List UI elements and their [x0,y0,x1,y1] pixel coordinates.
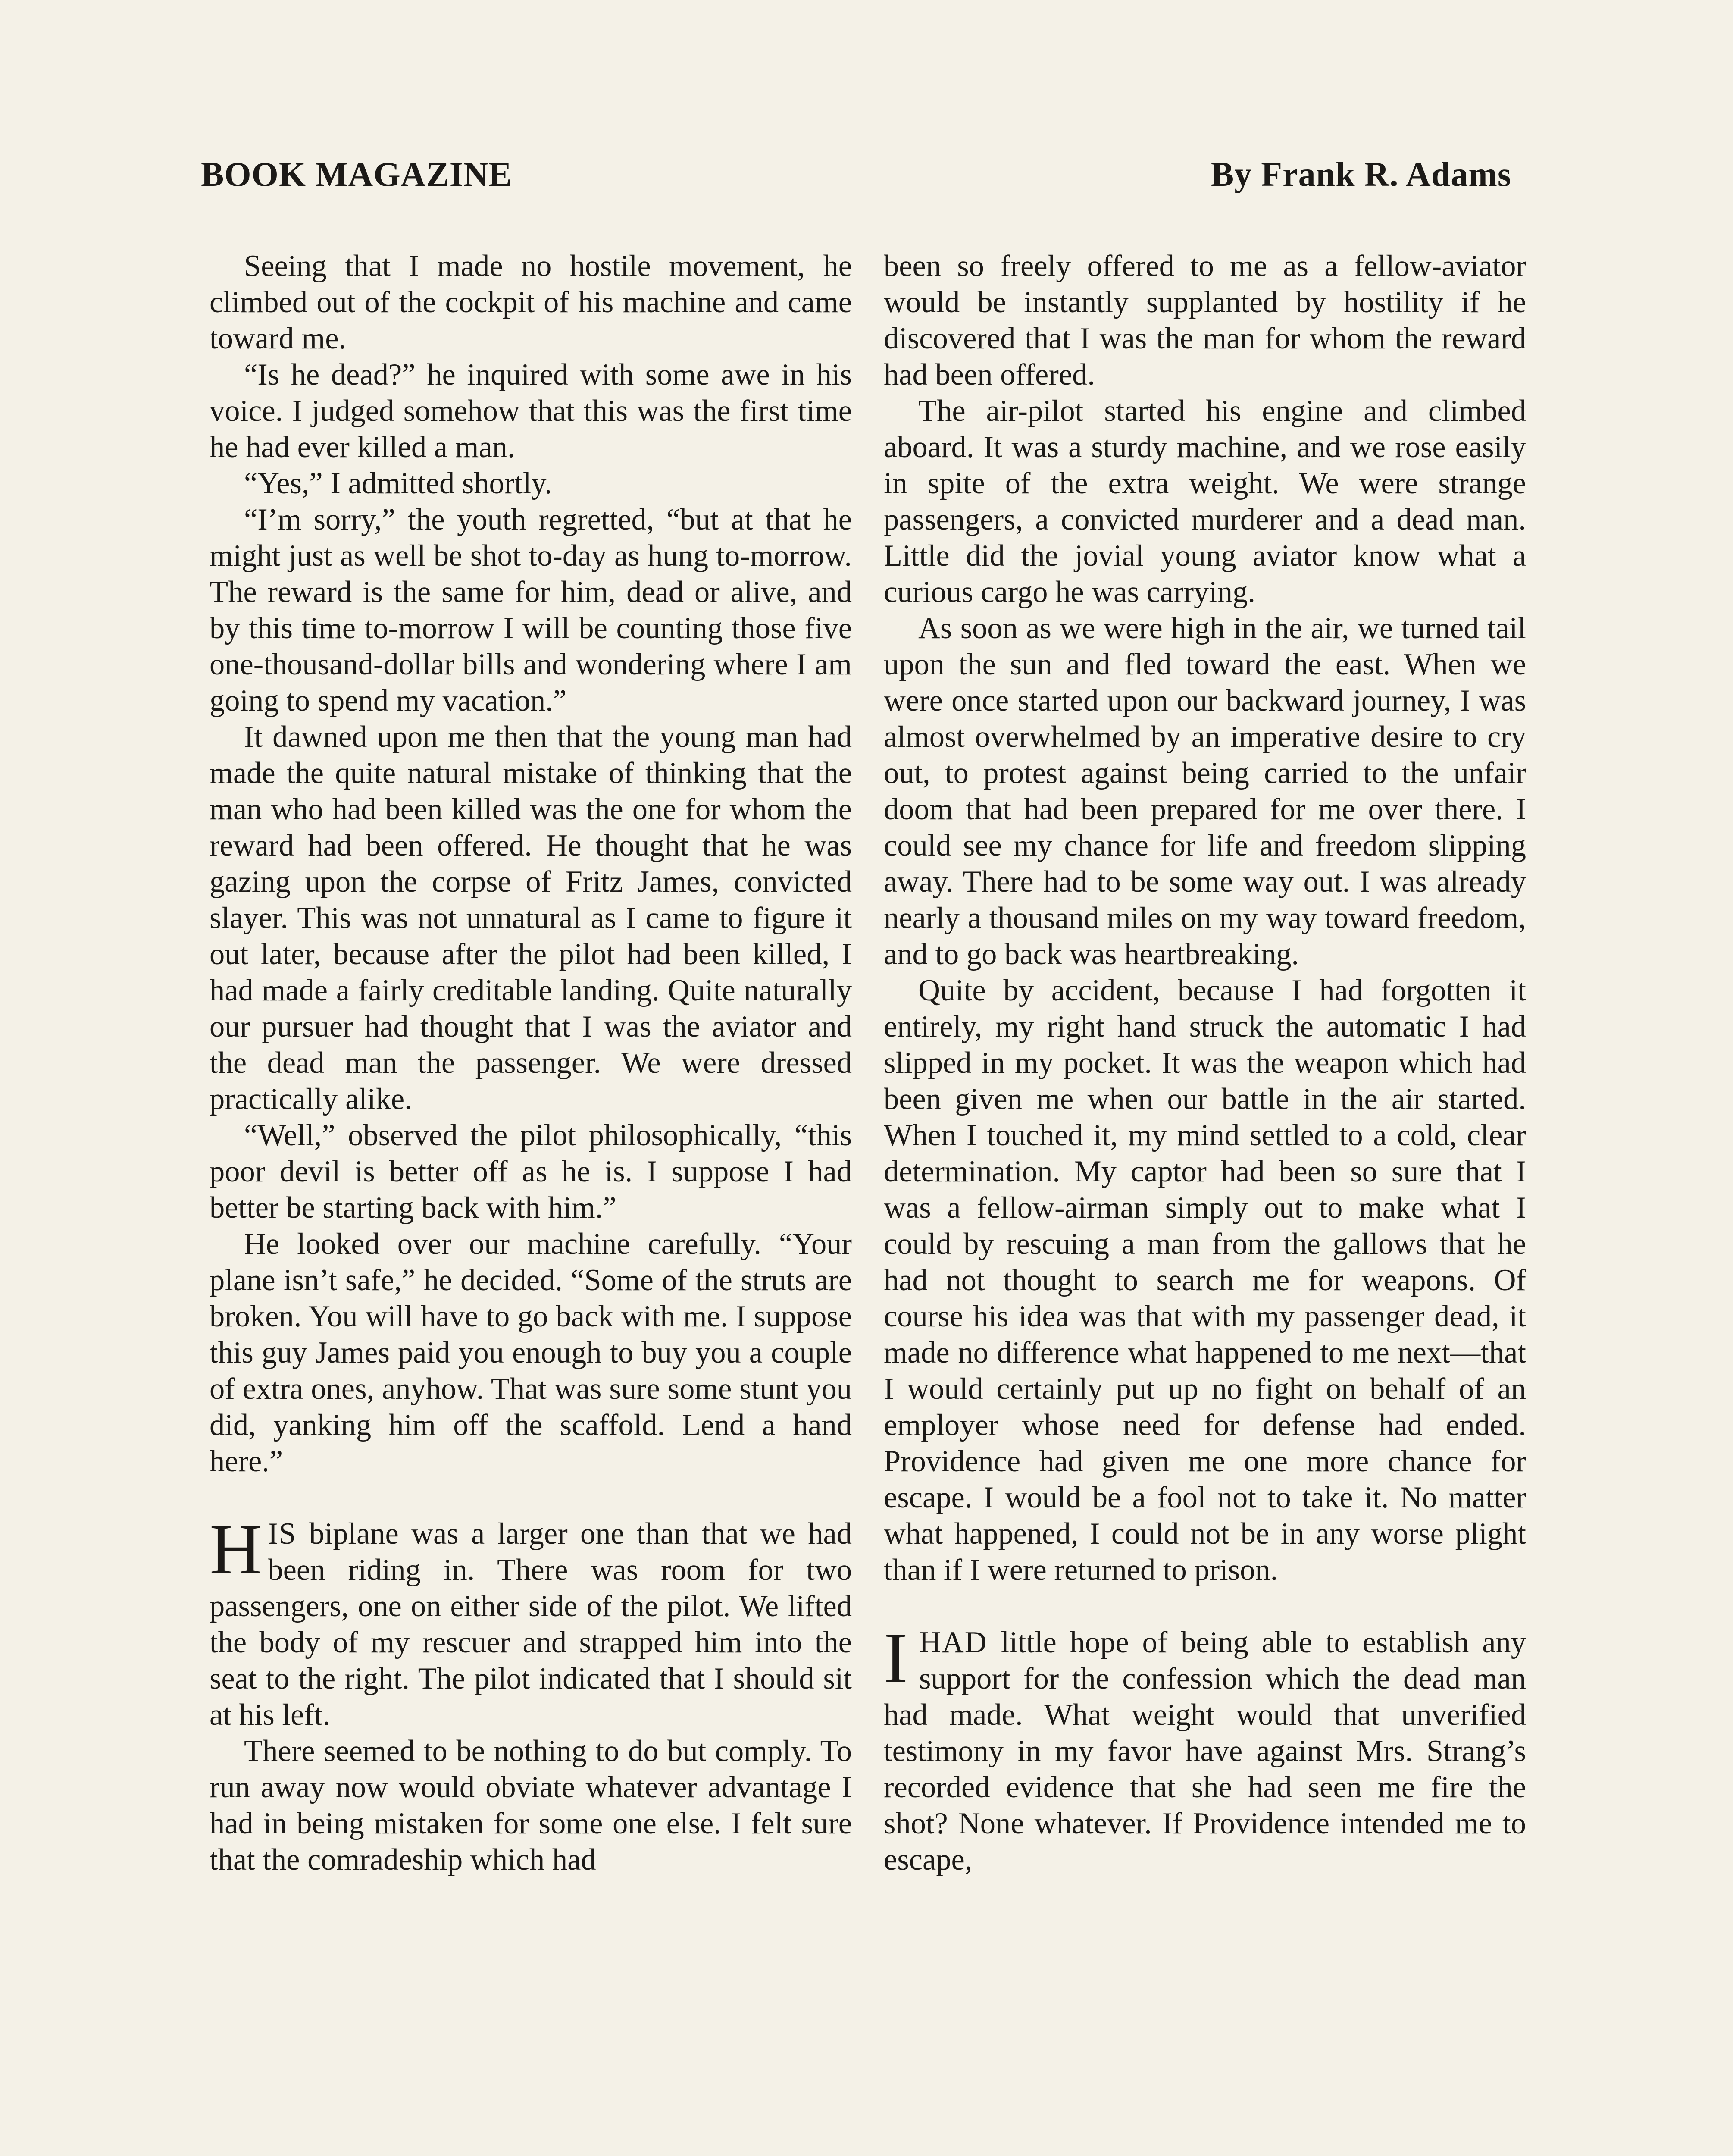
section-break [884,1588,1526,1624]
paragraph-text: little hope of being able to establish any support for the confession which the dead man had made. What weight would that unverified testimony in my favor have against Mrs. Strang’s recorded evidence that she had seen me fire the shot? None whatever. If Providence intended me to escape, [884,1626,1526,1877]
paragraph-text: biplane was a larger one than that we had been riding in. There was room for two passengers, one on either side of the pilot. We lifted the body of my rescuer and strapped him into the seat to the right. The pilot indicated that I should sit at his left. [210,1517,852,1732]
paragraph: “I’m sorry,” the youth regretted, “but at that he might just as well be shot to-day as hung to-morrow. The reward is the same for him, dead or alive, and by this time to-morrow I will be counting those five one-thousand-dollar bills and wondering where I am going to spend my vacation.” [210,503,852,718]
left-column [210,248,852,1878]
paragraph: “Well,” observed the pilot philosophically, “this poor devil is better off as he is. I suppose I had better be starting back with him.” [210,1119,852,1225]
paragraph: “Is he dead?” he inquired with some awe in his voice. I judged somehow that this was the first time he had ever killed a man. [210,358,852,464]
author-byline: By Frank R. Adams [1211,156,1511,194]
magazine-title: BOOK MAGAZINE [201,156,512,194]
dropcap-paragraph [884,1618,1526,1878]
paragraph: Quite by accident, because I had forgotten it entirely, my right hand struck the automatic I had slipped in my pocket. It was the weapon which had been given me when our battle in the air started. When I touched it, my mind settled to a cold, clear determination. My captor had been so sure that I was a fellow-airman simply out to make what I could by rescuing a man from the gallows that he had not thought to search me for weapons. Of course his idea was that with my passenger dead, it made no difference what happened to me next—that I would certainly put up no fight on behalf of an employer whose need for defense had ended. Providence had given me one more chance for escape. I would be a fool not to take it. No matter what happened, I could not be in any worse plight than if I were returned to prison. [884,974,1526,1587]
paragraph: It dawned upon me then that the young man had made the quite natural mistake of thinking that the man who had been killed was the one for whom the reward had been offered. He thought that he was gazing upon the corpse of Fritz James, convicted slayer. This was not unnatural as I came to figure it out later, because after the pilot had been killed, I had made a fairly creditable landing. Quite naturally our pursuer had thought that I was the aviator and the dead man the passenger. We were dressed practically alike. [210,720,852,1116]
paragraph: He looked over our machine carefully. “Your plane isn’t safe,” he decided. “Some of the struts are broken. You will have to go back with me. I suppose this guy James paid you enough to buy you a couple of extra ones, anyhow. That was sure some stunt you did, yanking him off the scaffold. Lend a hand here.” [210,1227,852,1478]
right-column [884,248,1526,1878]
paragraph: Seeing that I made no hostile movement, he climbed out of the cockpit of his machine and came toward me. [210,249,852,355]
section-break [210,1479,852,1516]
small-caps-lead: IS [268,1517,297,1551]
drop-cap-letter: H [210,1509,262,1589]
paragraph: As soon as we were high in the air, we turned tail upon the sun and fled toward the east. When we were once started upon our backward journey, I was almost overwhelmed by an imperative desire to cry out, to protest against being carried to the unfair doom that had been prepared for me over there. I could see my chance for life and freedom slipping away. There had to be some way out. I was already nearly a thousand miles on my way toward freedom, and to go back was heartbreaking. [884,611,1526,971]
running-header [201,155,1511,203]
paragraph: There seemed to be nothing to do but comply. To run away now would obviate whatever advantage I had in being mistaken for some one else. I felt sure that the comradeship which had [210,1734,852,1877]
small-caps-lead: HAD [919,1626,988,1659]
paragraph-continued: been so freely offered to me as a fellow-aviator would be instantly supplanted by hostility if he discovered that I was the man for whom the reward had been offered. [884,249,1526,392]
paragraph: “Yes,” I admitted shortly. [244,467,552,500]
paragraph: The air-pilot started his engine and climbed aboard. It was a sturdy machine, and we rose easily in spite of the extra weight. We were strange passengers, a convicted murderer and a dead man. Little did the jovial young aviator know what a curious cargo he was carrying. [884,394,1526,609]
drop-cap-letter: I [884,1618,908,1698]
dropcap-paragraph [210,1509,852,1733]
